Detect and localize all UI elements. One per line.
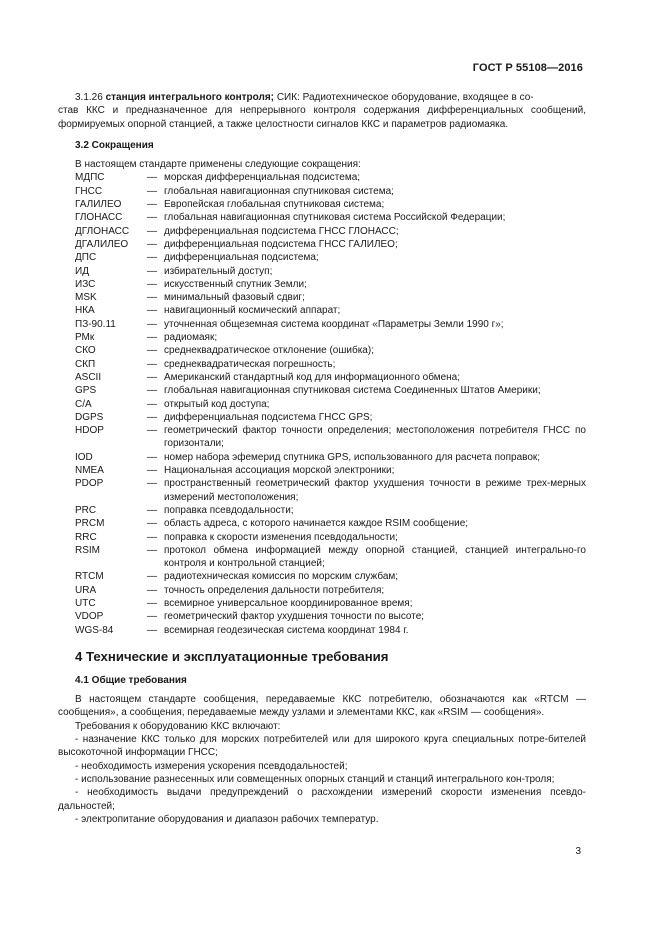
abbreviation-term: PRC: [75, 504, 97, 516]
abbreviation-row: [75, 331, 586, 344]
abbreviation-term: WGS-84: [75, 624, 114, 636]
abbreviation-row: [75, 251, 586, 264]
abbreviation-dash: —: [147, 252, 157, 264]
abbreviation-definition: поправка псевдодальности;: [164, 504, 294, 516]
abbreviation-row: [75, 531, 586, 544]
abbreviation-row: [75, 624, 586, 637]
abbreviation-definition: искусственный спутник Земли;: [164, 278, 307, 290]
abbreviation-dash: —: [147, 478, 157, 490]
abbreviation-term: RTCM: [75, 571, 104, 583]
abbreviation-row: [75, 225, 586, 238]
abbreviation-definition: геометрический фактор точности определения; местоположения потребителя ГНСС по горизонтали;: [164, 425, 586, 450]
abbreviation-definition: глобальная навигационная спутниковая система Соединенных Штатов Америки;: [164, 385, 541, 397]
abbreviation-definition: пространственный геометрический фактор ухудшения точности в режиме трех-мерных измерений местоположения;: [164, 478, 586, 503]
abbreviation-definition: радиомаяк;: [164, 332, 218, 344]
abbreviation-term: ASCII: [75, 371, 102, 383]
requirement-item: - электропитание оборудования и диапазон рабочих температур.: [75, 813, 379, 825]
abbreviation-term: СКП: [75, 358, 96, 370]
abbreviation-term: RSIM: [75, 544, 100, 556]
abbreviation-row: [75, 570, 586, 583]
abbreviation-row: [75, 291, 586, 304]
clause-text-rest: став ККС и предназначенное для непрерывного контроля содержания дифференциальных сообщений, формируемых опорной станцией, а также целостности сигналов ККС и параметров радиомаяка.: [58, 105, 586, 130]
abbreviation-definition: геометрический фактор ухудшения точности по высоте;: [164, 611, 425, 623]
clause-text-line1: СИК: Радиотехническое оборудование, входящее в со-: [276, 92, 534, 103]
abbreviation-term: NMEA: [75, 465, 104, 477]
abbreviation-term: ПЗ-90.11: [75, 318, 116, 330]
abbreviation-term: HDOP: [75, 425, 104, 437]
abbreviation-term: UTC: [75, 597, 96, 609]
abbreviation-definition: Национальная ассоциация морской электроники;: [164, 465, 395, 477]
clause-term: станция интегрального контроля;: [105, 92, 275, 103]
abbreviation-definition: область адреса, с которого начинается каждое RSIM сообщение;: [164, 518, 469, 530]
clause-3-1-26: [58, 91, 586, 131]
abbreviation-row: [75, 384, 586, 397]
abbreviation-dash: —: [147, 225, 157, 237]
abbreviation-term: MSK: [75, 292, 97, 304]
abbreviation-list: [58, 171, 586, 636]
abbreviation-definition: дифференциальная подсистема ГНСС ГАЛИЛЕО;: [164, 238, 398, 250]
abbreviation-dash: —: [147, 465, 157, 477]
abbreviation-dash: —: [147, 451, 157, 463]
abbreviation-dash: —: [147, 318, 157, 330]
abbreviation-term: ДПС: [75, 252, 97, 264]
abbreviation-dash: —: [147, 238, 157, 250]
abbreviation-dash: —: [147, 265, 157, 277]
abbreviation-dash: —: [147, 199, 157, 211]
abbreviation-row: [75, 610, 586, 623]
section-4-1-paragraph-1: В настоящем стандарте сообщения, передаваемые ККС потребителю, обозначаются как «RTCM — сообщения», а сообщения, передаваемые между узлами и элементами ККС, как «RSIM — сообщения».: [58, 694, 586, 719]
abbreviation-term: ИД: [75, 265, 89, 277]
abbreviation-definition: среднеквадратическое отклонение (ошибка);: [164, 345, 374, 357]
abbreviation-definition: всемирная геодезическая система координат 1984 г.: [164, 624, 409, 636]
abbreviation-row: [75, 211, 586, 224]
section-4-1-paragraph-2: Требования к оборудованию ККС включают:: [75, 720, 281, 732]
abbreviation-term: ГАЛИЛЕО: [75, 199, 122, 211]
requirement-item: - необходимость выдачи предупреждений о расхождении измерений скорости изменения псевдо-дальностей;: [58, 787, 586, 812]
abbreviation-term: НКА: [75, 305, 95, 317]
abbreviation-row: [75, 464, 586, 477]
abbreviation-term: PDOP: [75, 478, 104, 490]
abbreviation-dash: —: [147, 305, 157, 317]
abbreviation-term: ДГАЛИЛЕО: [75, 238, 129, 250]
abbreviation-row: [75, 318, 586, 331]
abbreviation-term: PRCM: [75, 518, 105, 530]
clause-number: 3.1.26: [75, 92, 103, 103]
abbreviation-dash: —: [147, 597, 157, 609]
abbreviation-dash: —: [147, 624, 157, 636]
abbreviation-definition: среднеквадратическая погрешность;: [164, 358, 336, 370]
abbreviation-definition: морская дифференциальная подсистема;: [164, 172, 361, 184]
abbreviation-definition: протокол обмена информацией между опорной станцией, станцией интегрально-го контроля и контрольной станцией;: [164, 544, 586, 570]
abbreviation-definition: дифференциальная подсистема ГНСС ГЛОНАСС;: [164, 225, 399, 237]
abbreviation-term: C/A: [75, 398, 92, 410]
abbreviation-row: [75, 238, 586, 251]
requirement-item: - необходимость измерения ускорения псевдодальностей;: [75, 760, 348, 772]
abbreviation-dash: —: [147, 571, 157, 583]
page-number: 3: [575, 846, 581, 857]
abbreviation-dash: —: [147, 278, 157, 290]
abbreviation-dash: —: [147, 332, 157, 344]
abbreviation-row: [75, 411, 586, 424]
abbreviation-row: [75, 185, 586, 198]
abbreviation-definition: дифференциальная подсистема ГНСС GPS;: [164, 411, 373, 423]
abbreviation-term: URA: [75, 584, 97, 596]
abbreviation-row: [75, 304, 586, 317]
abbreviation-dash: —: [147, 398, 157, 410]
abbreviation-definition: уточненная общеземная система координат «Параметры Земли 1990 г»;: [164, 318, 504, 330]
abbreviation-term: ИЗС: [75, 278, 96, 290]
abbreviation-dash: —: [147, 504, 157, 516]
abbreviation-row: [75, 477, 586, 504]
abbreviations-intro: В настоящем стандарте применены следующие сокращения:: [75, 159, 361, 171]
abbreviation-row: [75, 344, 586, 357]
abbreviation-definition: Европейская глобальная спутниковая система;: [164, 199, 385, 211]
abbreviation-definition: глобальная навигационная спутниковая система;: [164, 185, 394, 197]
abbreviation-definition: Американский стандартный код для информационного обмена;: [164, 371, 461, 383]
abbreviation-definition: дифференциальная подсистема;: [164, 252, 319, 264]
abbreviation-row: [75, 424, 586, 451]
abbreviation-definition: всемирное универсальное координированное время;: [164, 597, 413, 609]
abbreviation-row: [75, 517, 586, 530]
abbreviation-row: [75, 171, 586, 184]
abbreviation-dash: —: [147, 292, 157, 304]
abbreviation-row: [75, 398, 586, 411]
abbreviation-term: ГНСС: [75, 185, 103, 197]
abbreviation-dash: —: [147, 611, 157, 623]
requirement-item: - назначение ККС только для морских потребителей или для широкого круга специальных потре-бителей высокоточной информации ГНСС;: [58, 734, 586, 759]
abbreviation-row: [75, 451, 586, 464]
abbreviation-dash: —: [147, 185, 157, 197]
requirements-list: [58, 733, 586, 826]
requirement-item: - использование разнесенных или совмещенных опорных станций и станций интегрального кон-троля;: [75, 773, 555, 785]
abbreviation-dash: —: [147, 345, 157, 357]
section-4-heading: 4 Технические и эксплуатационные требования: [75, 648, 389, 664]
abbreviation-term: DGPS: [75, 411, 104, 423]
abbreviation-row: [75, 278, 586, 291]
abbreviation-term: RRC: [75, 531, 97, 543]
abbreviation-term: ДГЛОНАСС: [75, 225, 130, 237]
abbreviation-dash: —: [147, 371, 157, 383]
standard-designation: ГОСТ Р 55108—2016: [472, 62, 583, 74]
abbreviation-row: [75, 544, 586, 571]
abbreviation-dash: —: [147, 358, 157, 370]
section-4-1-heading: 4.1 Общие требования: [75, 674, 187, 686]
abbreviation-dash: —: [147, 212, 157, 224]
abbreviation-definition: радиотехническая комиссия по морским службам;: [164, 571, 399, 583]
abbreviation-row: [75, 265, 586, 278]
abbreviation-dash: —: [147, 531, 157, 543]
abbreviation-row: [75, 597, 586, 610]
abbreviation-dash: —: [147, 425, 157, 437]
abbreviation-definition: номер набора эфемерид спутника GPS, использованного для расчета поправок;: [164, 451, 541, 463]
abbreviation-dash: —: [147, 518, 157, 530]
abbreviation-dash: —: [147, 584, 157, 596]
section-3-2-heading: 3.2 Сокращения: [75, 139, 154, 151]
abbreviation-row: [75, 504, 586, 517]
abbreviation-definition: избирательный доступ;: [164, 265, 273, 277]
abbreviation-definition: поправка к скорости изменения псевдодальности;: [164, 531, 398, 543]
abbreviation-row: [75, 198, 586, 211]
abbreviation-dash: —: [147, 544, 157, 556]
abbreviation-term: ГЛОНАСС: [75, 212, 123, 224]
abbreviation-term: СКО: [75, 345, 96, 357]
abbreviation-dash: —: [147, 411, 157, 423]
abbreviation-definition: открытый код доступа;: [164, 398, 270, 410]
abbreviation-term: VDOP: [75, 611, 104, 623]
abbreviation-term: GPS: [75, 385, 97, 397]
abbreviation-term: IOD: [75, 451, 93, 463]
abbreviation-row: [75, 584, 586, 597]
abbreviation-row: [75, 371, 586, 384]
abbreviation-term: РМк: [75, 332, 95, 344]
abbreviation-definition: минимальный фазовый сдвиг;: [164, 292, 305, 304]
abbreviation-definition: точность определения дальности потребителя;: [164, 584, 385, 596]
abbreviation-dash: —: [147, 172, 157, 184]
document-body: [58, 91, 586, 826]
abbreviation-definition: навигационный космический аппарат;: [164, 305, 341, 317]
abbreviation-row: [75, 358, 586, 371]
abbreviation-dash: —: [147, 385, 157, 397]
abbreviation-definition: глобальная навигационная спутниковая система Российской Федерации;: [164, 212, 506, 224]
abbreviation-term: МДПС: [75, 172, 105, 184]
